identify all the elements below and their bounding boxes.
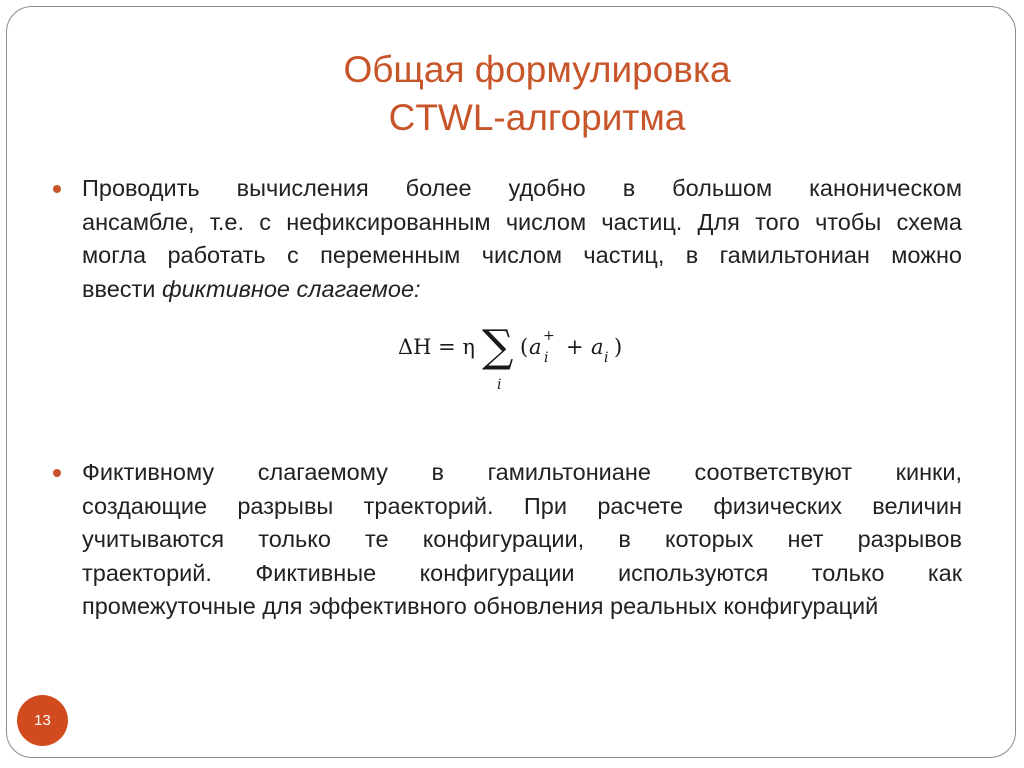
bullet-2-line-2: создающие разрывы траекторий. При расчете физических величин — [82, 492, 962, 519]
dagger-superscript: + — [543, 328, 555, 344]
bullet-1 — [82, 172, 962, 306]
bullet-2-line-1: Фиктивному слагаемому в гамильтониане соответствуют кинки, — [82, 459, 962, 485]
title-line-1: Общая формулировка — [343, 49, 731, 90]
bullet-1-line-2: ансамбле, т.е. с нефиксированным числом частиц. Для того чтобы схема — [82, 208, 962, 235]
paren-close: ) — [614, 335, 623, 359]
bullet-dot-icon — [53, 469, 61, 477]
page-number-badge: 13 — [17, 695, 68, 746]
plus-sign: + — [566, 335, 584, 359]
operator-a-dagger: a — [529, 335, 542, 359]
bullet-2 — [82, 456, 962, 624]
sum-index: i — [497, 377, 502, 393]
sum-symbol: ∑ — [482, 321, 514, 372]
bullet-1-italic-term: фиктивное слагаемое: — [161, 275, 421, 302]
a-dagger-subscript: i — [544, 350, 549, 366]
a-subscript: i — [604, 350, 609, 366]
slide-title — [0, 46, 1024, 142]
bullet-2-line-5: промежуточные для эффективного обновления реальных конфигураций — [82, 593, 879, 619]
formula-lhs: ΔH = η — [398, 335, 476, 359]
bullet-1-line-3: могла работать с переменным числом частиц, в гамильтониан можно — [82, 242, 962, 268]
bullet-2-line-3: учитываются только те конфигурации, в которых нет разрывов — [82, 526, 962, 552]
bullet-2-line-4: траекторий. Фиктивные конфигурации используются только как — [82, 559, 962, 586]
bullet-1-line-4 — [82, 273, 962, 307]
title-line-2: CTWL-алгоритма — [388, 97, 686, 138]
bullet-1-plain-text: ввести — [82, 275, 162, 302]
hamiltonian-formula — [398, 318, 638, 396]
operator-a: a — [591, 335, 604, 359]
bullet-dot-icon — [53, 185, 61, 193]
bullet-1-line-1: Проводить вычисления более удобно в большом каноническом — [82, 175, 962, 201]
paren-open: ( — [520, 335, 529, 359]
